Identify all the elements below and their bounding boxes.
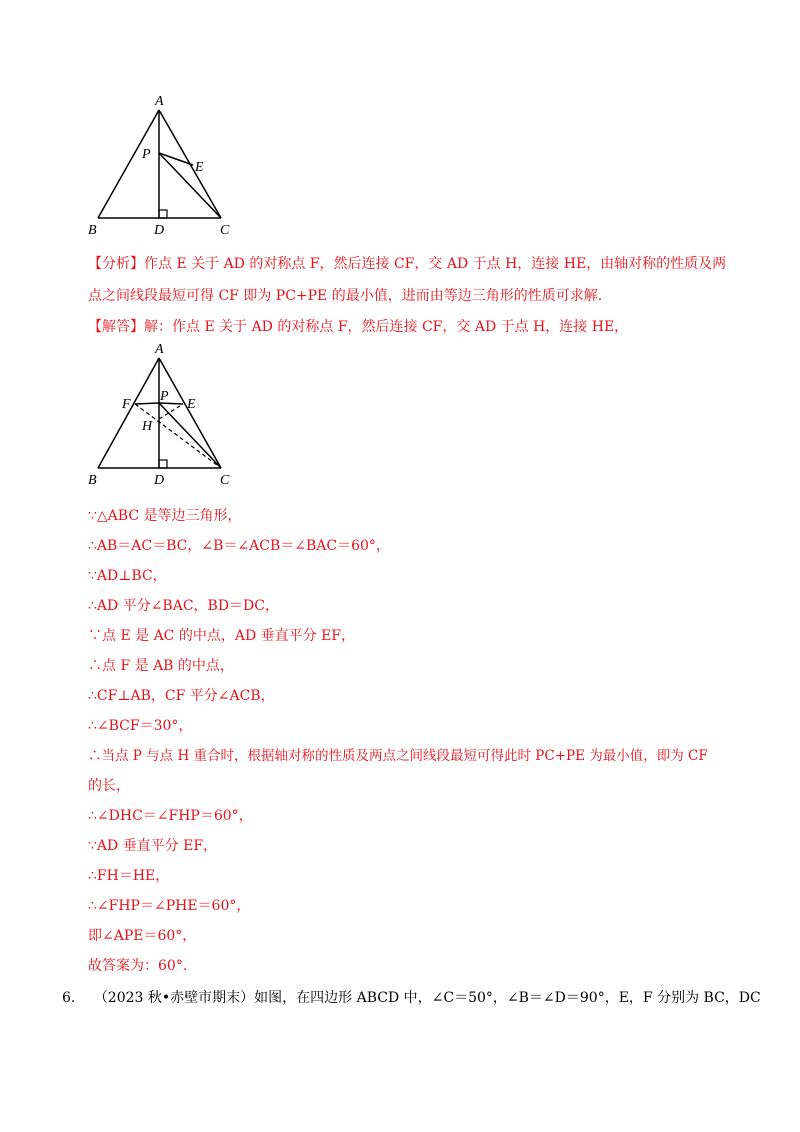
answer-intro: 【解答】解：作点 E 关于 AD 的对称点 F，然后连接 CF，交 AD 于点 H，连接 HE，	[88, 319, 629, 335]
step-line: ∵AD⊥BC，	[88, 568, 167, 584]
right-angle-mark	[159, 210, 167, 218]
step-line: ∴AB＝AC＝BC，∠B＝∠ACB＝∠BAC＝60°，	[88, 538, 390, 554]
step-line: ∵△ABC 是等边三角形，	[88, 508, 242, 524]
label-c: C	[220, 223, 230, 238]
step-line: ∵AD 垂直平分 EF，	[88, 838, 218, 854]
step-line: ∴点 F 是 AB 的中点，	[88, 658, 234, 674]
segment-ab	[98, 110, 159, 218]
figure-triangle-1	[80, 88, 260, 238]
step-line: 的长，	[88, 778, 130, 794]
label-p: P	[160, 389, 169, 404]
label-b: B	[88, 473, 97, 488]
step-line: ∴FH＝HE，	[88, 868, 170, 884]
question-number: 6.	[62, 990, 76, 1006]
label-b: B	[88, 223, 97, 238]
segment-ab	[98, 358, 159, 468]
step-line: 故答案为：60°.	[88, 958, 188, 974]
step-line: ∴当点 P 与点 H 重合时，根据轴对称的性质及两点之间线段最短可得此时 PC+PE 为最小值，即为 CF	[88, 748, 708, 764]
analysis-text: 【分析】作点 E 关于 AD 的对称点 F，然后连接 CF，交 AD 于点 H，连接 HE，由轴对称的性质及两点之间线段最短可得 CF 即为 PC+PE 的最小值，进而由等边三角形的性质可求解.	[88, 256, 727, 304]
question-6	[62, 987, 761, 1007]
label-p: P	[142, 147, 151, 162]
label-e: E	[187, 397, 196, 412]
step-line: ∴∠DHC＝∠FHP＝60°，	[88, 808, 253, 824]
label-d: D	[154, 473, 165, 488]
segment-fc-dashed	[135, 404, 221, 468]
step-line: ∵点 E 是 AC 的中点，AD 垂直平分 EF，	[88, 628, 356, 644]
step-line: ∴CF⊥AB，CF 平分∠ACB，	[88, 688, 275, 704]
question-text: （2023 秋•赤壁市期末）如图，在四边形 ABCD 中，∠C＝50°，∠B＝∠D＝90°，E，F 分别为 BC，DC	[93, 990, 761, 1006]
label-h: H	[142, 419, 153, 434]
label-a: A	[155, 94, 164, 109]
label-f: F	[122, 397, 131, 412]
right-angle-mark	[159, 460, 167, 468]
figure-triangle-2	[80, 340, 260, 490]
step-line: ∴∠BCF＝30°，	[88, 718, 193, 734]
analysis-paragraph	[88, 248, 728, 312]
label-d: D	[154, 223, 165, 238]
step-line: ∴∠FHP＝∠PHE＝60°，	[88, 898, 251, 914]
label-e: E	[195, 160, 204, 175]
segment-fp	[135, 403, 159, 404]
label-a: A	[155, 342, 164, 357]
step-line: ∴AD 平分∠BAC，BD＝DC，	[88, 598, 279, 614]
label-c: C	[220, 473, 230, 488]
step-line: 即∠APE＝60°，	[88, 928, 197, 944]
